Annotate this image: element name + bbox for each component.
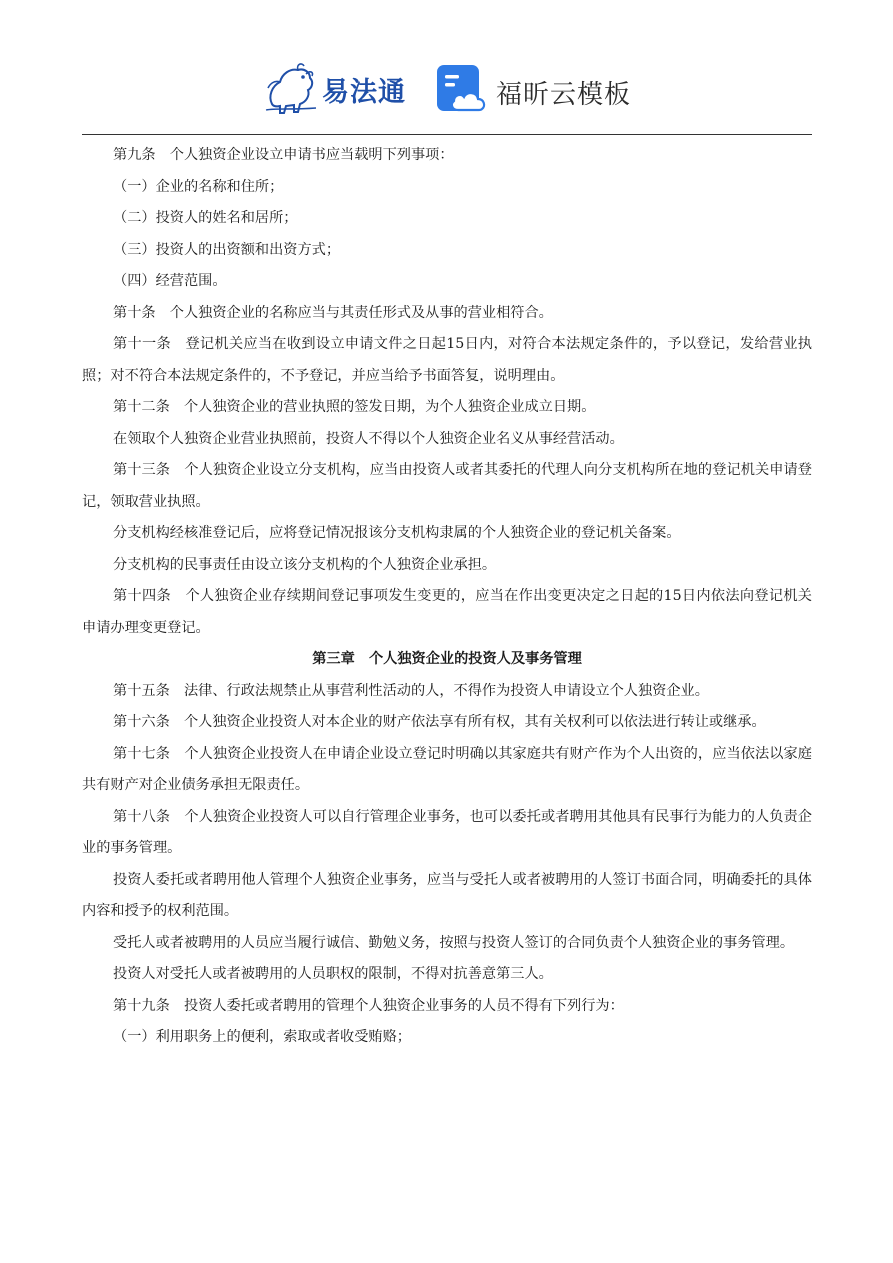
paragraph: 受托人或者被聘用的人员应当履行诚信、勤勉义务，按照与投资人签订的合同负责个人独资企业的事务管理。	[113, 934, 795, 951]
paragraph: 在领取个人独资企业营业执照前，投资人不得以个人独资企业名义从事经营活动。	[113, 430, 624, 447]
document-body	[82, 140, 812, 1054]
page-header	[0, 58, 893, 120]
paragraph: 第十一条 登记机关应当在收到设立申请文件之日起15日内，对符合本法规定条件的，予以登记，发给营业执照；对不符合本法规定条件的，不予登记，并应当给予书面答复，说明理由。	[82, 336, 812, 384]
qilin-icon	[262, 60, 320, 116]
paragraph: 第十七条 个人独资企业投资人在申请企业设立登记时明确以其家庭共有财产作为个人出资的，应当依法以家庭共有财产对企业债务承担无限责任。	[82, 745, 812, 793]
paragraph: 投资人委托或者聘用他人管理个人独资企业事务，应当与受托人或者被聘用的人签订书面合同，明确委托的具体内容和授予的权利范围。	[82, 871, 812, 919]
list-item: （一）利用职务上的便利，索取或者收受贿赂；	[113, 1029, 411, 1045]
list-item: （一）企业的名称和住所；	[113, 178, 284, 195]
paragraph: 第十四条 个人独资企业存续期间登记事项发生变更的，应当在作出变更决定之日起的15日内依法向登记机关申请办理变更登记。	[82, 588, 812, 636]
header-divider	[82, 134, 812, 135]
chapter-heading: 第三章 个人独资企业的投资人及事务管理	[312, 651, 582, 667]
paragraph: 第九条 个人独资企业设立申请书应当载明下列事项：	[113, 147, 454, 163]
paragraph: 分支机构的民事责任由设立该分支机构的个人独资企业承担。	[113, 556, 497, 573]
paragraph: 第十五条 法律、行政法规禁止从事营利性活动的人，不得作为投资人申请设立个人独资企业。	[113, 682, 709, 699]
paragraph: 第十九条 投资人委托或者聘用的管理个人独资企业事务的人员不得有下列行为：	[113, 997, 624, 1014]
paragraph: 第十二条 个人独资企业的营业执照的签发日期，为个人独资企业成立日期。	[113, 399, 596, 415]
paragraph: 分支机构经核准登记后，应将登记情况报该分支机构隶属的个人独资企业的登记机关备案。	[113, 525, 681, 541]
list-item: （三）投资人的出资额和出资方式；	[113, 241, 341, 258]
paragraph: 第十三条 个人独资企业设立分支机构，应当由投资人或者其委托的代理人向分支机构所在地的登记机关申请登记，领取营业执照。	[82, 462, 812, 510]
yifatong-logo	[262, 58, 412, 120]
paragraph: 第十六条 个人独资企业投资人对本企业的财产依法享有所有权，其有关权利可以依法进行转让或继承。	[113, 714, 766, 730]
logo1-text: 易法通	[322, 77, 406, 108]
foxit-template-logo	[436, 62, 636, 118]
cloud-document-icon	[436, 64, 488, 114]
logo2-text: 福昕云模板	[496, 80, 632, 110]
paragraph: 第十八条 个人独资企业投资人可以自行管理企业事务，也可以委托或者聘用其他具有民事行为能力的人负责企业的事务管理。	[82, 808, 812, 856]
paragraph: 第十条 个人独资企业的名称应当与其责任形式及从事的营业相符合。	[113, 304, 553, 321]
list-item: （二）投资人的姓名和居所；	[113, 210, 298, 226]
list-item: （四）经营范围。	[113, 273, 227, 289]
paragraph: 投资人对受托人或者被聘用的人员职权的限制，不得对抗善意第三人。	[113, 966, 553, 982]
